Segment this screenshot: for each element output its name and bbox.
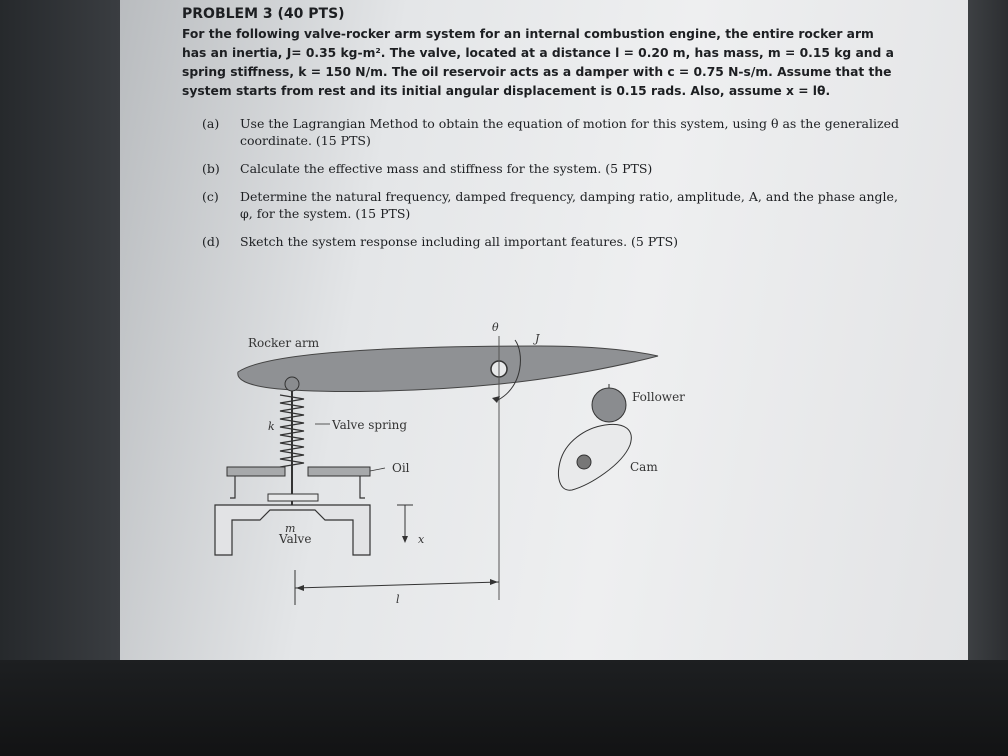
valve-label: Valve [279,532,312,546]
m-label: m [285,522,296,535]
part-text: Sketch the system response including all important features. (5 PTS) [240,234,679,249]
problem-intro: For the following valve-rocker arm system for an internal combustion engine, the entire rocker arm has an inertia, J= 0.35 kg-m². The valve, located at a distance l = 0.20 m, has mass, m = 0.15 kg and a spring stiffness, k = 150 N/m. The oil reservoir acts as a damper with c = 0.75 N-s/m. Assume that the system starts from rest and its initial angular displacement is 0.15 rads. Also, assume x = lθ. [182,27,894,98]
x-label: x [418,533,425,546]
cam-label: Cam [630,460,658,474]
theta-label: θ [492,321,499,334]
damper-wall-left [230,476,235,498]
problem-title: PROBLEM 3 (40 PTS) [182,6,345,22]
part-label: (c) [202,189,219,204]
l-label: l [396,593,400,606]
l-dim-line [295,582,499,588]
part-label: (a) [202,116,220,131]
k-label: k [268,420,275,433]
inertia-label: J [535,332,540,345]
right-plate [308,467,370,476]
left-plate [227,467,285,476]
part-label: (d) [202,234,220,249]
valve-tip [285,377,299,391]
l-arrowhead-right [490,579,498,585]
part-label: (b) [202,161,220,176]
l-arrowhead-left [296,585,304,591]
monitor-bezel-bottom [0,660,1008,756]
follower-roller [592,388,626,422]
x-arrowhead [402,536,408,543]
document-page [120,0,968,660]
cam-shape [559,424,632,490]
rocker-arm-shape [238,346,658,391]
damper-wall-right [360,476,365,498]
damper-piston [268,494,318,501]
part-text: Use the Lagrangian Method to obtain the equation of motion for this system, using θ as the generalized coordinate. (15 PTS) [240,116,899,148]
monitor-bezel-left [0,0,120,660]
rocker-arm-label: Rocker arm [248,336,320,350]
part-text: Calculate the effective mass and stiffness for the system. (5 PTS) [240,161,653,176]
part-text: Determine the natural frequency, damped frequency, damping ratio, amplitude, A, and the phase angle, φ, for the system. (15 PTS) [240,189,898,221]
valve-rocker-diagram [120,0,968,660]
follower-label: Follower [632,390,685,404]
cam-shaft [577,455,591,469]
valve-spring-label: Valve spring [332,418,408,432]
oil-leader [370,468,385,471]
monitor-bezel-right [968,0,1008,660]
oil-label: Oil [392,461,410,475]
